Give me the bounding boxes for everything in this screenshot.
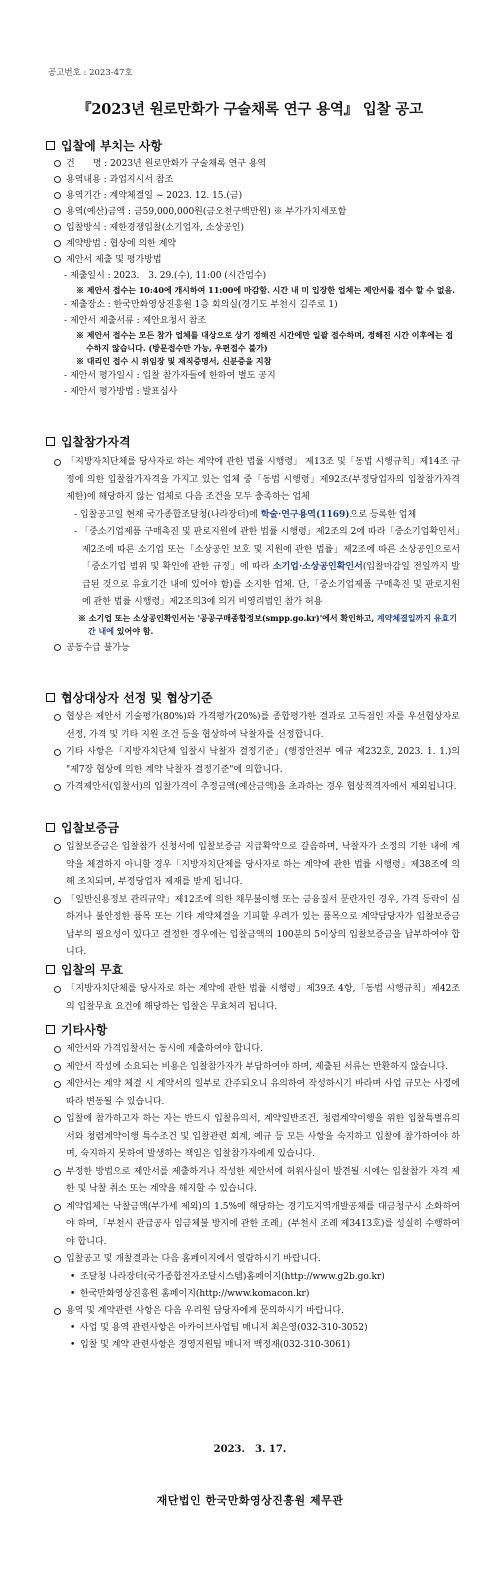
section-heading: 입찰보증금 — [61, 820, 119, 835]
paragraph: 계약업체는 낙찰금액(부가세 제외)의 1.5%에 해당하는 경기도지역개발공채를 대금청구시 소화하여야 하며,「부천시 관급공사 임금체불 방지에 관한 조례」(부천시 조례 제3413호)를 성실히 수행하여야 합니다. — [46, 1199, 460, 1252]
link-komacon[interactable]: • 한국만화영상진흥원 홈페이지(http://www.komacon.kr) — [46, 1286, 460, 1303]
circle-bullet-icon — [54, 1169, 61, 1176]
note: ※ 제안서 접수는 모든 참가 업체를 대상으로 상기 정해진 시간에만 일괄 접수하며, 정해진 시간 이후에는 접수하지 않습니다. (방문접수만 가능, 우편접수 불가) — [76, 330, 454, 353]
paragraph: 입찰보증금은 입찰참가 신청서에 입찰보증금 지급확약으로 갈음하며, 낙찰자가 소정의 기한 내에 계약을 체결하지 아니할 경우「지방자치단체를 당사자로 하는 계약에 관한 법률 시행령」제38조에 의해 조치되며, 부정당업자 제재를 받게 됩니다. — [46, 839, 460, 892]
paragraph: 기타 사항은「지방자치단체 입찰시 낙찰자 결정기준」(행정안전부 예규 제232호, 2023. 1. 1.)의 "제7장 협상에 의한 계약 낙찰자 결정기준"에 의합니다. — [46, 744, 460, 779]
circle-bullet-icon — [54, 459, 61, 466]
list-item: 공동수급 불가능 — [46, 640, 460, 656]
circle-bullet-icon — [54, 897, 61, 904]
circle-bullet-icon — [54, 1081, 61, 1088]
condition-item: - 「중소기업제품 구매촉진 및 판로지원에 관한 법률 시행령」제2조의 2에 따라「중소기업확인서」제2조에 따른 소기업 또는「소상공인 보호 및 지원에 관한 법률」제2조에 따른 소상공인으로서「중소기업 범위 및 확인에 관한 규정」에 따라 소기업·소상공인확인서(입찰마감일 전일까지 발급된 것으로 유효기간 내에 있어야 함)를 소지한 업체. 단,「중소기업제품 구매촉진 및 판로지원에 관한 법률 시행령」제2조의3에 의거 비영리법인 참가 허용 — [74, 527, 461, 607]
list-item: 제안서 제출 및 평가방법 — [46, 252, 460, 268]
circle-bullet-icon — [54, 160, 61, 167]
circle-bullet-icon — [54, 176, 61, 183]
list-item: 용역내용 : 과업지시서 참조 — [46, 172, 460, 188]
circle-bullet-icon — [54, 1116, 61, 1123]
organization-name: 재단법인 한국만화영상진흥원 제무관 — [156, 1494, 344, 1507]
circle-bullet-icon — [54, 714, 61, 721]
list-item: 계약방법 : 협상에 의한 계약 — [46, 236, 460, 252]
circle-bullet-icon — [54, 256, 61, 263]
circle-bullet-icon — [54, 1256, 61, 1263]
notice-number: 공고번호 : 2023-47호 — [48, 68, 133, 78]
contact-project: • 사업 및 용역 관련사항은 아카이브사업팀 매니저 최은영(032-310-3052) — [46, 1320, 460, 1337]
square-bullet-icon — [46, 437, 55, 446]
submit-date: - 제출일시 : 2023. 3. 29.(수), 11:00 (시간엄수) — [46, 268, 460, 284]
list-item: 용역기간 : 계약체결일 ~ 2023. 12. 15.(금) — [46, 188, 460, 204]
section-others — [46, 1020, 460, 1354]
circle-bullet-icon — [54, 749, 61, 756]
section-heading: 기타사항 — [61, 1022, 108, 1037]
paragraph: 「일반신용정보 관리규약」제12조에 의한 채무불이행 또는 금융질서 문란자인 경우, 가격 등락이 심하거나 불안정한 품목 또는 기타 계약체결을 기피할 우려가 있는 품목으로 계약담당자가 입찰보증금 납부의 필요성이 있다고 결정한 경우에는 입찰금액의 100분의 5이상의 입찰보증금을 납부하여야 합니다. — [46, 892, 460, 962]
paragraph: 입찰공고 및 개찰결과는 다음 홈페이지에서 열람하시기 바랍니다. — [46, 1251, 460, 1269]
note: ※ 대리인 접수 시 위임장 및 재직증명서, 신분증을 지참 — [76, 356, 272, 366]
paragraph: 가격제안서(입찰서)의 입찰가격이 추정금액(예산금액)을 초과하는 경우 협상적격자에서 제외됩니다. — [46, 779, 460, 797]
paragraph: 제안서와 가격입찰서는 동시에 제출하여야 합니다. — [46, 1041, 460, 1059]
paragraph: 「지방자치단체를 당사자로 하는 계약에 관한 법률 시행령」 제13조 및「동법 시행규칙」제14조 규정에 의한 입찰참가자격을 가지고 있는 업체 중「동법 시행령」제92조(부정당업자의 입찰참가자격제한)에 해당하지 않는 업체로 다음 조건을 모두 충족하는 업체 — [46, 454, 460, 507]
section-heading: 입찰의 무효 — [61, 962, 124, 977]
circle-bullet-icon — [54, 208, 61, 215]
circle-bullet-icon — [54, 784, 61, 791]
circle-bullet-icon — [54, 844, 61, 851]
square-bullet-icon — [46, 141, 55, 150]
section-heading: 협상대상자 선정 및 협상기준 — [61, 690, 213, 705]
circle-bullet-icon — [54, 240, 61, 247]
section-heading: 입찰참가자격 — [61, 434, 131, 449]
section-heading: 입찰에 부치는 사항 — [61, 138, 163, 153]
condition-item: - 입찰공고일 현재 국가종합조달청(나라장터)에 학술·연구용역(1169)으로 등록한 업체 — [74, 509, 417, 520]
paragraph: 입찰에 참가하고자 하는 자는 반드시 입찰유의서, 계약일반조건, 청렴계약이행을 위한 입찰특별유의서와 청렴계약이행 특수조건 및 입찰관련 회계, 예규 등 모든 사항을 숙지하고 입찰에 참가하여야 하며, 숙지하지 못하여 발생하는 책임은 입찰참가자에게 있습니다. — [46, 1111, 460, 1164]
section-deposit — [46, 818, 460, 962]
square-bullet-icon — [46, 965, 55, 974]
circle-bullet-icon — [54, 1308, 61, 1315]
submit-place: - 제출장소 : 한국만화영상진흥원 1층 회의실(경기도 부천시 길주로 1) — [46, 297, 460, 313]
note: ※ 제안서 접수는 10:40에 개시하여 11:00에 마감함. 시간 내 미 입장한 업체는 제안서를 접수 할 수 없음. — [76, 285, 456, 295]
paragraph: 제안서 작성에 소요되는 비용은 입찰참가자가 부담하여야 하며, 제출된 서류는 반환하지 않습니다. — [46, 1059, 460, 1077]
link-g2b[interactable]: • 조달청 나라장터(국가종합전자조달시스템)홈페이지(http://www.g2b.go.kr) — [46, 1269, 460, 1286]
paragraph: 제안서는 계약 체결 시 계약서의 일부로 간주되오니 유의하여 작성하시기 바라며 사업 규모는 사정에 따라 변동될 수 있습니다. — [46, 1076, 460, 1111]
note: ※ 소기업 또는 소상공인확인서는 '공공구매종합정보(smpp.go.kr)'에서 확인하고, 계약체결일까지 유효기간 내에 있어야 함. — [78, 612, 457, 636]
section-bid-items — [46, 136, 460, 400]
submit-docs: - 제안서 제출서류 : 제안요청서 참조 — [46, 313, 460, 329]
paragraph: 부정한 방법으로 제안서를 제출하거나 작성한 제안서에 허위사실이 발견될 시에는 입찰참가 자격 제한 및 낙찰 취소 또는 계약을 해지할 수 있습니다. — [46, 1164, 460, 1199]
list-item: 용역(예산)금액 : 금59,000,000원(금오천구백만원) ※ 부가가치세포함 — [46, 204, 460, 220]
paragraph: 「지방자치단체를 당사자로 하는 계약에 관한 법률 시행령」제39조 4항,「동법 시행규칙」제42조의 입찰무효 요건에 해당하는 입찰은 무효처리 됩니다. — [46, 981, 460, 1016]
paragraph: 협상은 제안서 기술평가(80%)와 가격평가(20%)를 종합평가한 결과로 고득점인 자를 우선협상자로 선정, 가격 및 기타 지원 조건 등을 협상하여 낙찰자를 선정합니다. — [46, 709, 460, 744]
section-invalid — [46, 960, 460, 1016]
circle-bullet-icon — [54, 644, 61, 651]
contact-contract: • 입찰 및 계약 관련사항은 경영지원팀 매니저 백정재(032-310-3061) — [46, 1337, 460, 1354]
list-item: 입찰방식 : 제한경쟁입찰(소기업자, 소상공인) — [46, 220, 460, 236]
square-bullet-icon — [46, 823, 55, 832]
eval-method: - 제안서 평가방법 : 발표심사 — [46, 384, 460, 400]
list-item: 건 명 : 2023년 원로만화가 구술채록 연구 용역 — [46, 156, 460, 172]
section-eligibility — [46, 432, 460, 656]
circle-bullet-icon — [54, 224, 61, 231]
notice-date: 2023. 3. 17. — [213, 1444, 287, 1455]
section-negotiation — [46, 688, 460, 797]
paragraph: 용역 및 계약관련 사항은 다음 우리원 담당자에게 문의하시기 바랍니다. — [46, 1303, 460, 1321]
circle-bullet-icon — [54, 1204, 61, 1211]
circle-bullet-icon — [54, 192, 61, 199]
circle-bullet-icon — [54, 1064, 61, 1071]
circle-bullet-icon — [54, 1046, 61, 1053]
circle-bullet-icon — [54, 986, 61, 993]
page-title: 『2023년 원로만화가 구술채록 연구 용역』 입찰 공고 — [77, 101, 423, 118]
square-bullet-icon — [46, 693, 55, 702]
square-bullet-icon — [46, 1025, 55, 1034]
eval-date: - 제안서 평가일시 : 입찰 참가자들에 한하여 별도 공지 — [46, 368, 460, 384]
